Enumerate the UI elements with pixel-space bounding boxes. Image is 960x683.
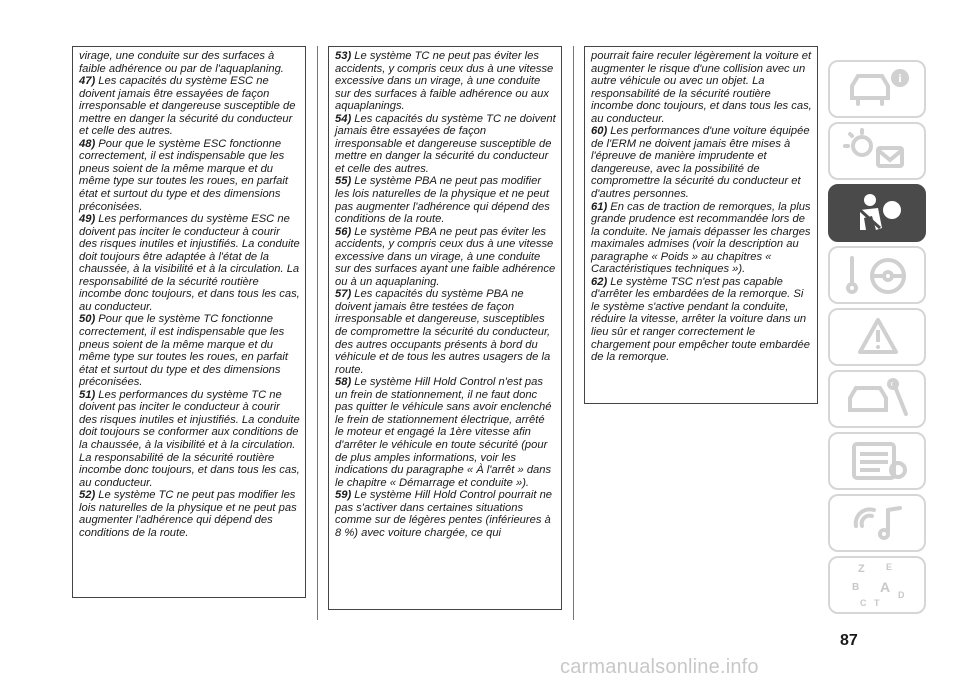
note-paragraph	[79, 389, 300, 489]
note-number: 50)	[79, 313, 96, 326]
note-text: Les performances du système ESC ne doivent pas inciter le conducteur à courir des risques inutiles et injustifiés. La conduite doit toujours être adaptée à l'état de la chaussée, à la visibilité et à la circulation. La responsabilité de la sécurité routière incombe donc toujours, et dans tous les cas, au conducteur.	[79, 213, 300, 313]
note-text: Le système Hill Hold Control n'est pas un frein de stationnement, il ne faut donc pas quitter le véhicule sans avoir enclenché le frein de stationnement électrique, arrêté le moteur et engagé la 1ère vitesse afin d'arrêter le véhicule en toute sécurité (pour de plus amples informations, voir les indications du paragraphe « À l'arrêt » dans le chapitre « Démarrage et conduite »).	[335, 376, 552, 489]
note-text: Les capacités du système TC ne doivent jamais être essayées de façon irresponsable et dangereuse susceptible de mettre en danger la sécurité du conducteur et celle des autres.	[335, 112, 556, 175]
note-number: 51)	[79, 388, 96, 401]
multimedia-icon	[830, 496, 924, 550]
note-number: 57)	[335, 288, 352, 301]
note-text: pourrait faire reculer légèrement la voiture et augmenter le risque d'une collision avec un autre véhicule ou avec un objet. La responsabilité de la sécurité routière incombe donc toujours, et dans tous les cas, au conducteur.	[591, 50, 812, 125]
note-paragraph	[79, 50, 300, 75]
note-paragraph	[79, 213, 300, 313]
note-paragraph	[591, 276, 812, 364]
sidebar-tab-starting-driving[interactable]	[828, 246, 926, 304]
note-paragraph	[335, 489, 556, 539]
sidebar-tab-car-info[interactable]	[828, 60, 926, 118]
note-paragraph	[335, 288, 556, 376]
note-text: Le système PBA ne peut pas modifier les lois naturelles de la physique et ne peut pas augmenter l'adhérence qui dépend des conditions de la route.	[335, 175, 550, 226]
specifications-icon	[830, 434, 924, 488]
alphabetical-index-icon	[830, 558, 924, 612]
note-paragraph	[335, 113, 556, 176]
note-text: Les capacités du système PBA ne doivent jamais être testées de façon irresponsable et dangereuse, susceptibles de compromettre la sécurité du conducteur, des autres occupants présents à bord du véhicule et de tous les autres usagers de la route.	[335, 288, 551, 376]
sidebar-tab-maintenance[interactable]	[828, 370, 926, 428]
note-number: 62)	[591, 275, 608, 288]
index-letter: E	[886, 562, 893, 572]
note-paragraph	[335, 226, 556, 289]
index-letter: Z	[858, 563, 865, 575]
watermark: carmanualsonline.info	[560, 656, 759, 678]
note-text: Le système TC ne peut pas éviter les accidents, y compris ceux dus à une vitesse excessive dans un virage, à une conduite sur des surfaces à faible adhérence ou aux aquaplanings.	[335, 50, 554, 113]
text-column-2	[328, 46, 562, 610]
note-text: En cas de traction de remorques, la plus grande prudence est recommandée lors de la conduite. Ne jamais dépasser les charges maximales admises (voir la description au paragraphe « Poids » au chapitres « Caractéristiques techniques »).	[591, 200, 811, 276]
note-number: 55)	[335, 175, 352, 188]
text-column-1	[72, 46, 306, 598]
note-number: 47)	[79, 75, 96, 88]
index-letter: A	[880, 579, 891, 595]
note-text: Pour que le système ESC fonctionne correctement, il est indispensable que les pneus soient de la même marque et du même type sur toutes les roues, en parfait état et surtout du type et des dimensions préconisées.	[79, 137, 288, 213]
note-number: 58)	[335, 376, 352, 389]
note-text: Les capacités du système ESC ne doivent jamais être essayées de façon irresponsable et dangereuse susceptible de mettre en danger la sécurité du conducteur et celle des autres.	[79, 75, 296, 138]
warning-triangle-icon	[830, 310, 924, 364]
svg-text:i: i	[898, 71, 902, 85]
index-letter: T	[874, 598, 880, 608]
sidebar-tab-dashboard[interactable]	[828, 122, 926, 180]
note-number: 60)	[591, 125, 608, 138]
dashboard-warning-icon	[830, 124, 924, 178]
note-paragraph	[79, 313, 300, 388]
note-text: Pour que le système TC fonctionne correctement, il est indispensable que les pneus soient de la même marque et du même type sur toutes les roues, en parfait état et surtout du type et des dimensions préconisées.	[79, 313, 288, 389]
note-text: Le système TSC n'est pas capable d'arrêter les embardées de la remorque. Si le système s'active pendant la conduite, réduire la vitesse, arrêter la voiture dans un lieu sûr et ranger correctement le chargement pour empêcher toute embardée de la remorque.	[591, 275, 810, 364]
sidebar-tab-safety[interactable]	[828, 184, 926, 242]
note-number: 49)	[79, 213, 96, 226]
note-paragraph	[79, 138, 300, 213]
note-number: 53)	[335, 50, 352, 62]
note-text: Les performances du système TC ne doivent pas inciter le conducteur à courir des risques inutiles et injustifiés. La conduite doit toujours se conformer aux conditions de la chaussée, à la visibilité et à la circulation. La responsabilité de la sécurité routière incombe donc toujours, et dans tous les cas, au conducteur.	[79, 388, 300, 489]
sidebar-tab-specifications[interactable]	[828, 432, 926, 490]
index-letter: D	[898, 590, 905, 600]
column-divider	[317, 46, 318, 620]
note-paragraph	[79, 75, 300, 138]
note-number: 48)	[79, 137, 96, 150]
page-number: 87	[840, 632, 858, 649]
note-text: Les performances d'une voiture équipée de l'ERM ne doivent jamais être mises à l'épreuve de manière imprudente et dangereuse, avec la possibilité de compromettre la sécurité du conducteur et d'autres personnes.	[591, 125, 810, 201]
note-text: Le système PBA ne peut pas éviter les accidents, y compris ceux dus à une vitesse excessive dans un virage, à une conduite sur des surfaces ayant une faible adhérence ou à un aquaplaning.	[335, 225, 556, 288]
note-paragraph	[335, 175, 556, 225]
car-info-icon	[830, 62, 924, 116]
note-number: 56)	[335, 225, 352, 238]
note-paragraph	[335, 50, 556, 113]
column-divider	[573, 46, 574, 620]
note-paragraph	[79, 489, 300, 539]
note-text: Le système TC ne peut pas modifier les lois naturelles de la physique et ne peut pas augmenter l'adhérence qui dépend des conditions de la route.	[79, 489, 297, 539]
note-number: 59)	[335, 489, 352, 502]
note-paragraph	[591, 50, 812, 125]
note-text: Le système Hill Hold Control pourrait ne pas s'activer dans certaines situations comme sur de légères pentes (inférieures à 8 %) avec voiture chargée, ce qui	[335, 489, 553, 539]
key-steering-wheel-icon	[830, 248, 924, 302]
note-text: virage, une conduite sur des surfaces à faible adhérence ou par de l'aquaplaning.	[79, 50, 284, 75]
text-column-3	[584, 46, 818, 404]
sidebar-tab-multimedia[interactable]	[828, 494, 926, 552]
index-letter: B	[852, 582, 860, 593]
car-service-icon	[830, 372, 924, 426]
seatbelt-airbag-icon	[830, 186, 924, 240]
note-number: 54)	[335, 112, 352, 125]
note-paragraph	[591, 125, 812, 200]
index-letter: C	[860, 598, 867, 608]
note-number: 52)	[79, 489, 96, 502]
note-number: 61)	[591, 200, 608, 213]
note-paragraph	[591, 201, 812, 276]
note-paragraph	[335, 376, 556, 489]
sidebar-tab-index[interactable]	[828, 556, 926, 614]
sidebar-tab-emergency[interactable]	[828, 308, 926, 366]
